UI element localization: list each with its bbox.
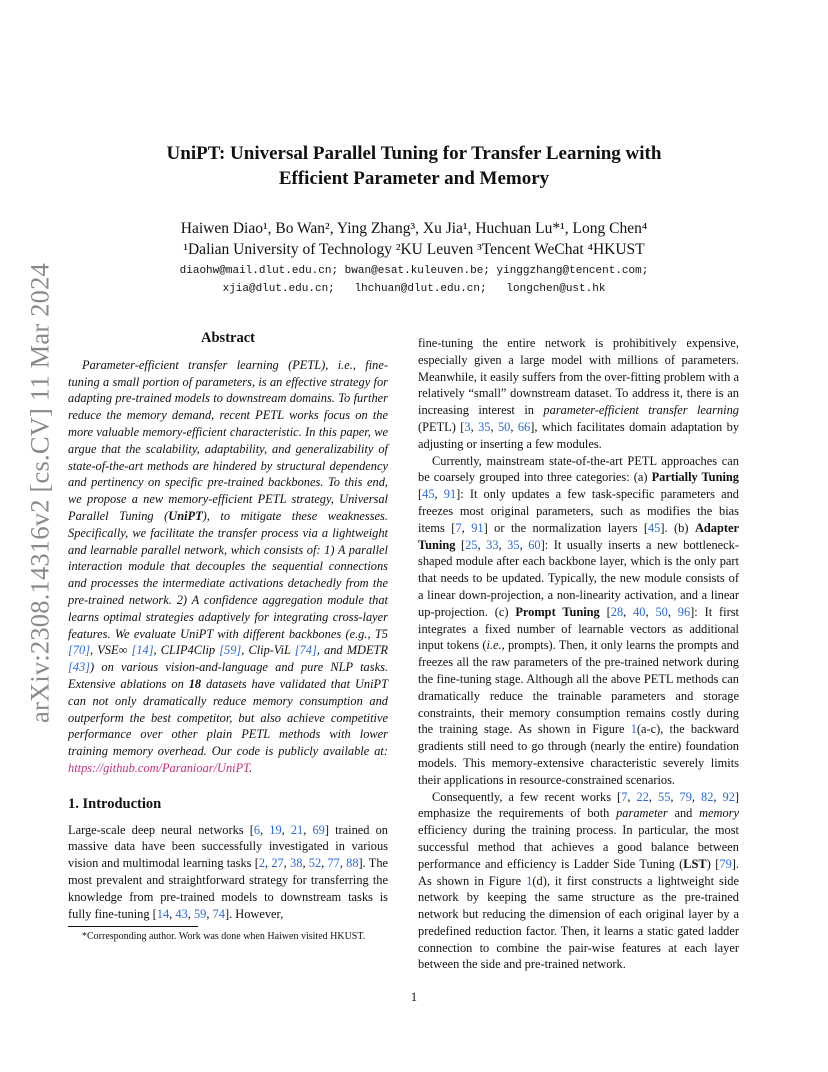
citation-link[interactable]: 21 bbox=[290, 822, 304, 837]
figure-reference-link[interactable]: 1 bbox=[630, 722, 637, 737]
title-line-2: Efficient Parameter and Memory bbox=[278, 168, 550, 189]
email-line-1: diaohw@mail.dlut.edu.cn; bwan@esat.kuleuven.be; yinggzhang@tencent.com; bbox=[179, 265, 649, 277]
arxiv-identifier-text: arXiv:2308.14316v2 [cs.CV] 11 Mar 2024 bbox=[24, 262, 55, 724]
abstract-heading: Abstract bbox=[201, 330, 255, 346]
citation-link[interactable]: 35 bbox=[478, 419, 491, 434]
citation-link[interactable]: 45 bbox=[647, 520, 661, 535]
citation-link[interactable]: [59] bbox=[219, 643, 242, 658]
page-number: 1 bbox=[410, 990, 418, 1004]
abstract-text: Parameter-efficient transfer learning (PETL), i.e., fine-tuning a small portion of parameters, is an effective strategy for adapting pre-trained models to downstream domains. To further reduce the memory demand, recent PETL works focus on the more valuable memory-efficient characteristic. In this paper, we argue that the scalability, adaptability, and generalizability of state-of-the-art methods are hindered by structural dependency and pertinency on specific pre-trained backbones. To this end, we propose a new memory-efficient PETL strategy, Universal Parallel Tuning (UniPT), to mitigate these weaknesses. Specifically, we facilitate the transfer process via a lightweight and learnable parallel network, which consists of: 1) A parallel interaction module that decouples the sequential connections and processes the intermediate activations detachedly from the pre-trained network. 2) A confidence aggregation module that learns optimal strategies adaptively for integrating cross-layer features. We evaluate UniPT with different backbones (e.g., T5 [70], VSE∞ [14], CLIP4Clip [59], Clip-ViL [74], and MDETR [43]) on various vision-and-language and pure NLP tasks. Extensive ablations on 18 datasets have validated that UniPT can not only dramatically reduce memory consumption and outperform the best competitor, but also achieve competitive performance over other plain PETL methods with lower training memory overhead. Our code is publicly available at: https://github.com/Paranioar/UniPT. bbox=[68, 357, 389, 775]
citation-link[interactable]: 50 bbox=[655, 604, 668, 619]
citation-link[interactable]: 43 bbox=[175, 906, 188, 921]
citation-link[interactable]: 6 bbox=[253, 822, 261, 837]
citation-link[interactable]: 50 bbox=[497, 419, 511, 434]
author-block bbox=[100, 218, 728, 260]
intro-paragraph-1: Large-scale deep neural networks [6, 19, 21, 69] trained on massive data have been successfully investigated in various vision and multimodal learning tasks [2, 27, 38, 52, 77, 88]. The most prevalent and straightforward strategy for transferring the knowledge from pre-trained models to downstream tasks is fully fine-tuning [14, 43, 59, 74]. However, bbox=[68, 822, 389, 921]
citation-link[interactable]: 91 bbox=[471, 520, 484, 535]
left-column bbox=[68, 330, 388, 943]
citation-link[interactable]: 35 bbox=[507, 537, 520, 552]
citation-link[interactable]: 14 bbox=[156, 906, 170, 921]
authors-line: Haiwen Diao¹, Bo Wan², Ying Zhang³, Xu Jia¹, Huchuan Lu*¹, Long Chen⁴ bbox=[180, 220, 648, 237]
citation-link[interactable]: 2 bbox=[258, 856, 266, 871]
citation-link[interactable]: 77 bbox=[327, 856, 340, 871]
email-line-2: xjia@dlut.edu.cn; lhchuan@dlut.edu.cn; longchen@ust.hk bbox=[222, 283, 606, 295]
citation-link[interactable]: [14] bbox=[131, 643, 154, 658]
right-paragraph-1: fine-tuning the entire network is prohibitively expensive, especially given a large model with millions of parameters. Meanwhile, it easily suffers from the over-fitting problem with a relatively “small” downstream dataset. To address it, there is an increasing interest in parameter-efficient transfer learning (PETL) [3, 35, 50, 66], which facilitates domain adaptation by adjusting or inserting a few modules. bbox=[418, 336, 740, 451]
footnote-text: *Corresponding author. Work was done when Haiwen visited HKUST. bbox=[82, 931, 366, 943]
citation-link[interactable]: 60 bbox=[528, 537, 541, 552]
citation-link[interactable]: 19 bbox=[269, 822, 282, 837]
citation-link[interactable]: 33 bbox=[486, 537, 499, 552]
citation-link[interactable]: 52 bbox=[308, 856, 322, 871]
citation-link[interactable]: 59 bbox=[193, 906, 207, 921]
citation-link[interactable]: 28 bbox=[610, 604, 624, 619]
citation-link[interactable]: 25 bbox=[465, 537, 478, 552]
citation-link[interactable]: 55 bbox=[658, 789, 671, 804]
citation-link[interactable]: 96 bbox=[677, 604, 691, 619]
citation-link[interactable]: 45 bbox=[422, 487, 435, 502]
citation-link[interactable]: [70] bbox=[68, 643, 91, 658]
citation-link[interactable]: 66 bbox=[517, 419, 531, 434]
citation-link[interactable]: 69 bbox=[312, 822, 325, 837]
citation-link[interactable]: 74 bbox=[212, 906, 225, 921]
title-line-1: UniPT: Universal Parallel Tuning for Transfer Learning with bbox=[166, 143, 662, 164]
right-paragraph-2: Currently, mainstream state-of-the-art PETL approaches can be coarsely grouped into three categories: (a) Partially Tuning [45, 91]: It only updates a few task-specific parameters and freezes most original parameters, such as modifies the bias items [7, 91] or the normalization layers [45]. (b) Adapter Tuning [25, 33, 35, 60]: It usually inserts a new bottleneck-shaped module after each backbone layer, which is the only part that needs to be updated. Typically, the new module consists of a linear down-projection, a non-linearity activation, and a linear up-projection. (c) Prompt Tuning [28, 40, 50, 96]: It first integrates a fixed number of learnable vectors as additional input tokens (i.e., prompts). Then, it only learns the prompts and freezes all the raw parameters of the pre-trained network during the fine-tuning stage. Although all the above PETL methods can dramatically reduce the trainable parameters and storage constraints, their memory consumption remains costly during the training stage. As shown in Figure 1(a-c), the backward gradients still need to go through (nearly the entire) foundation models. This memory-extensive characteristic severely limits their applications in resource-constrained scenarios. bbox=[418, 453, 739, 787]
citation-link[interactable]: 82 bbox=[701, 789, 714, 804]
citation-link[interactable]: 40 bbox=[633, 604, 646, 619]
citation-link[interactable]: 7 bbox=[621, 789, 628, 804]
citation-link[interactable]: 22 bbox=[636, 789, 649, 804]
citation-link[interactable]: [43] bbox=[68, 660, 91, 675]
introduction-heading: 1. Introduction bbox=[68, 795, 162, 812]
footnote-divider bbox=[68, 926, 198, 927]
email-block bbox=[100, 262, 728, 298]
right-paragraph-3: Consequently, a few recent works [7, 22, 55, 79, 82, 92] emphasize the requirements of both parameter and memory efficiency during the training process. In particular, the most successful method that achieves a good balance between performance and efficiency is Ladder Side Tuning (LST) [79]. As shown in Figure 1(d), it first constructs a lightweight side network by keeping the same structure as the pre-trained network but reducing the dimension of each original layer by a predefined reduction factor. Then, it learns a static gated ladder connection to combine the pair-wise features at each layer between the side and pre-trained network. bbox=[418, 789, 740, 972]
paper-title bbox=[100, 141, 728, 191]
citation-link[interactable]: 27 bbox=[271, 856, 284, 871]
figure-reference-link[interactable]: 1 bbox=[526, 873, 533, 888]
arxiv-identifier-stamp bbox=[22, 262, 58, 724]
right-column bbox=[418, 335, 739, 973]
citation-link[interactable]: 92 bbox=[722, 789, 735, 804]
citation-link[interactable]: 79 bbox=[679, 789, 692, 804]
citation-link[interactable]: 3 bbox=[464, 419, 471, 434]
citation-link[interactable]: 7 bbox=[455, 520, 462, 535]
citation-link[interactable]: [74] bbox=[294, 643, 317, 658]
citation-link[interactable]: 88 bbox=[346, 856, 359, 871]
affiliations-line: ¹Dalian University of Technology ²KU Leuven ³Tencent WeChat ⁴HKUST bbox=[183, 241, 645, 258]
code-repository-link[interactable]: https://github.com/Paranioar/UniPT bbox=[68, 760, 250, 775]
citation-link[interactable]: 79 bbox=[719, 856, 732, 871]
citation-link[interactable]: 38 bbox=[290, 856, 303, 871]
citation-link[interactable]: 91 bbox=[443, 487, 457, 502]
